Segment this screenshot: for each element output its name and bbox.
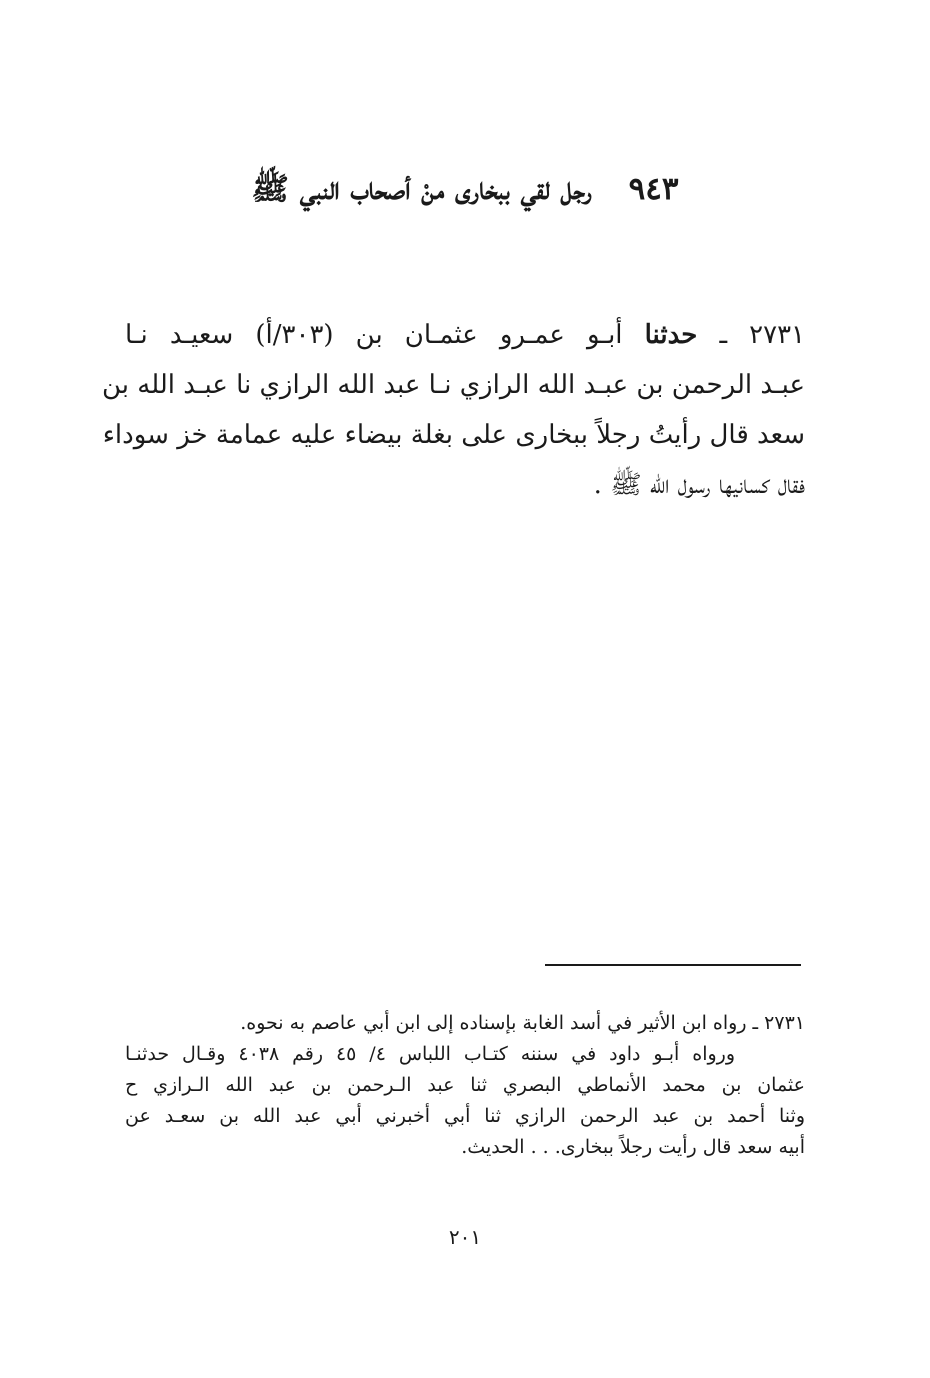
hadith-text: [101, 310, 806, 510]
footnote-line: أبيه سعد قال رأيت رجلاً ببخارى. . . الحديث.: [461, 1136, 805, 1158]
footnote-line: ٢٧٣١ ـ رواه ابن الأثير في أسد الغابة بإسناده إلى ابن أبي عاصم به نحوه.: [240, 1012, 805, 1034]
hadith-line: [125, 310, 805, 360]
chapter-number: ٩٤٣: [628, 171, 679, 207]
footnote-line: عثمان بن محمد الأنماطي البصري ثنا عبد الـرحمن بن عبد الله الـرازي ح: [125, 1074, 805, 1096]
hadith-line: فقال كسانيها رسول الله ﷺ .: [593, 470, 805, 500]
page-number: ٢٠١: [448, 1225, 482, 1249]
footnote-line: ورواه أبـو داود في سننه كتـاب اللباس ٤/ ٤٥ رقم ٤٠٣٨ وقـال حدثنـا: [125, 1043, 736, 1065]
footnote-line: وثنا أحمد بن عبد الرحمن الرازي ثنا أبي أخبرني أبي عبد الله بن سعـد عن: [125, 1105, 805, 1127]
hadith-line-text: أبـو عمـرو عثمـان بن (٣٠٣/أ) سعيـد نـا: [125, 320, 623, 350]
hadith-number: ٢٧٣١ ـ: [719, 320, 806, 350]
hadith-lead-word: حدثنا: [644, 320, 698, 350]
hadith-line: عبـد الرحمن بن عبـد الله الرازي نـا عبد الله الرازي نا عبـد الله بن: [101, 370, 805, 400]
chapter-title: رجل لقي ببخارى منْ أصحاب النبي ﷺ: [251, 171, 592, 207]
hadith-line: سعد قال رأيتُ رجلاً ببخارى على بغلة بيضاء عليه عمامة خز سوداء: [102, 420, 805, 450]
chapter-heading: [150, 165, 780, 213]
footnotes: [125, 1008, 805, 1163]
footnote-divider: [545, 964, 801, 966]
